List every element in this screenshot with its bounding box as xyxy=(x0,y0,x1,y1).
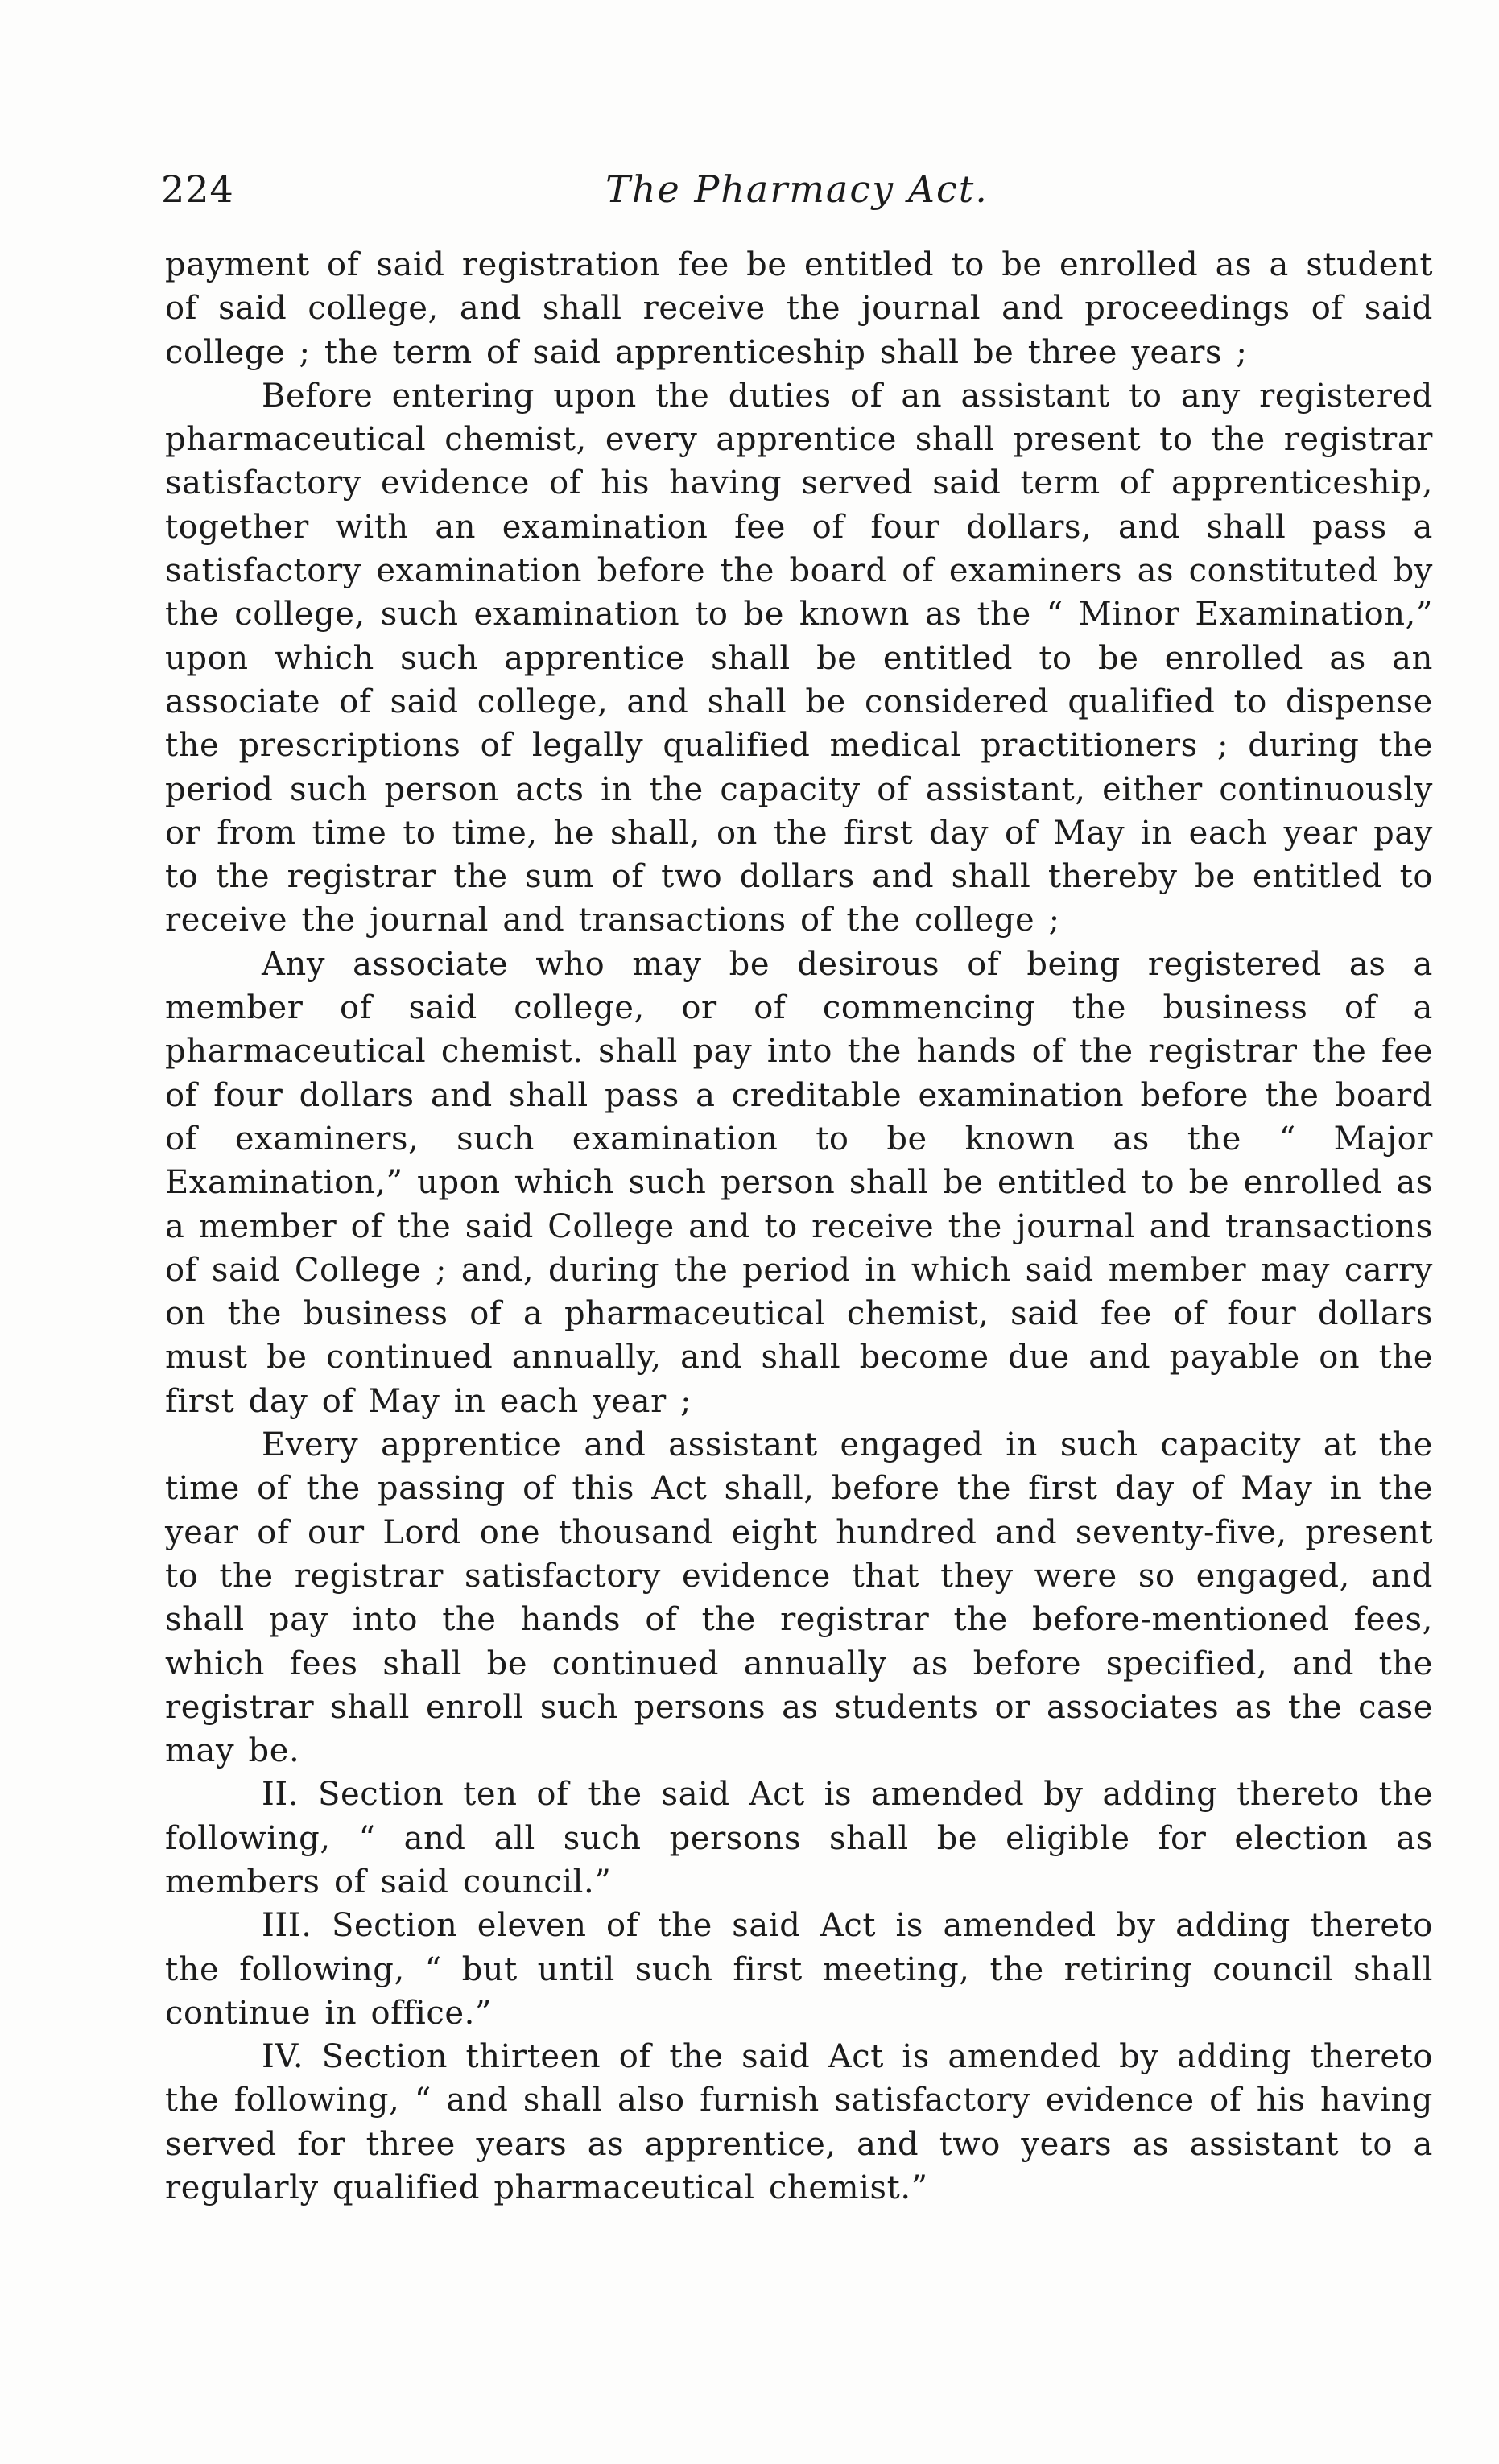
paragraph-section-thirteen: IV. Section thirteen of the said Act is amended by adding thereto the following, “ and shall also furnish satisfactory evidence of his having served for three years as apprentice, and two years as assistant to a regularly qualified pharmaceutical chemist.” xyxy=(165,2038,1433,2207)
paragraph-existing-apprentices: Every apprentice and assistant engaged in such capacity at the time of the passing of this Act shall, before the first day of May in the year of our Lord one thousand eight hundred and seventy-five, present to the registrar satisfactory evidence that they were so engaged, and shall pay into the hands of the registrar the before-mentioned fees, which fees shall be continued annually as before specified, and the registrar shall enroll such persons as students or associates as the case may be. xyxy=(165,1426,1433,1770)
running-title: The Pharmacy Act. xyxy=(605,167,989,211)
paragraph-major-examination: Any associate who may be desirous of being registered as a member of said college, or of commencing the business of a pharmaceutical chemist. shall pay into the hands of the registrar the fee of four dollars and shall pass a creditable examination before the board of examiners, such examination to be known as the “ Major Examination,” upon which such person shall be entitled to be enrolled as a member of the said College and to receive the journal and transactions of said College ; and, during the period in which said member may carry on the business of a pharmaceutical chemist, said fee of four dollars must be continued annually, and shall become due and payable on the first day of May in each year ; xyxy=(165,945,1433,1420)
paragraph-minor-examination: Before entering upon the duties of an assistant to any registered pharmaceutical chemist, every apprentice shall present to the registrar satisfactory evidence of his having served said term of apprenticeship, together with an examination fee of four dollars, and shall pass a satisfactory examination before the board of examiners as constituted by the college, such examination to be known as the “ Minor Examination,” upon which such apprentice shall be entitled to be enrolled as an associate of said college, and shall be considered qualified to dispense the prescriptions of legally qualified medical practitioners ; during the period such person acts in the capacity of assistant, either continuously or from time to time, he shall, on the first day of May in each year pay to the registrar the sum of two dollars and shall thereby be entitled to receive the journal and transactions of the college ; xyxy=(165,377,1433,939)
body-text xyxy=(165,243,1433,2210)
paragraph-continued: payment of said registration fee be entitled to be enrolled as a student of said college, and shall receive the journal and proceedings of said college ; the term of said apprenticeship shall be three years ; xyxy=(165,246,1433,371)
paragraph-section-ten: II. Section ten of the said Act is amended by adding thereto the following, “ and all such persons shall be eligible for election as members of said council.” xyxy=(165,1776,1433,1901)
page-number: 224 xyxy=(161,167,234,211)
paragraph-section-eleven: III. Section eleven of the said Act is amended by adding thereto the following, “ but until such first meeting, the retiring council shall continue in office.” xyxy=(165,1907,1433,2032)
running-head xyxy=(161,161,1433,217)
